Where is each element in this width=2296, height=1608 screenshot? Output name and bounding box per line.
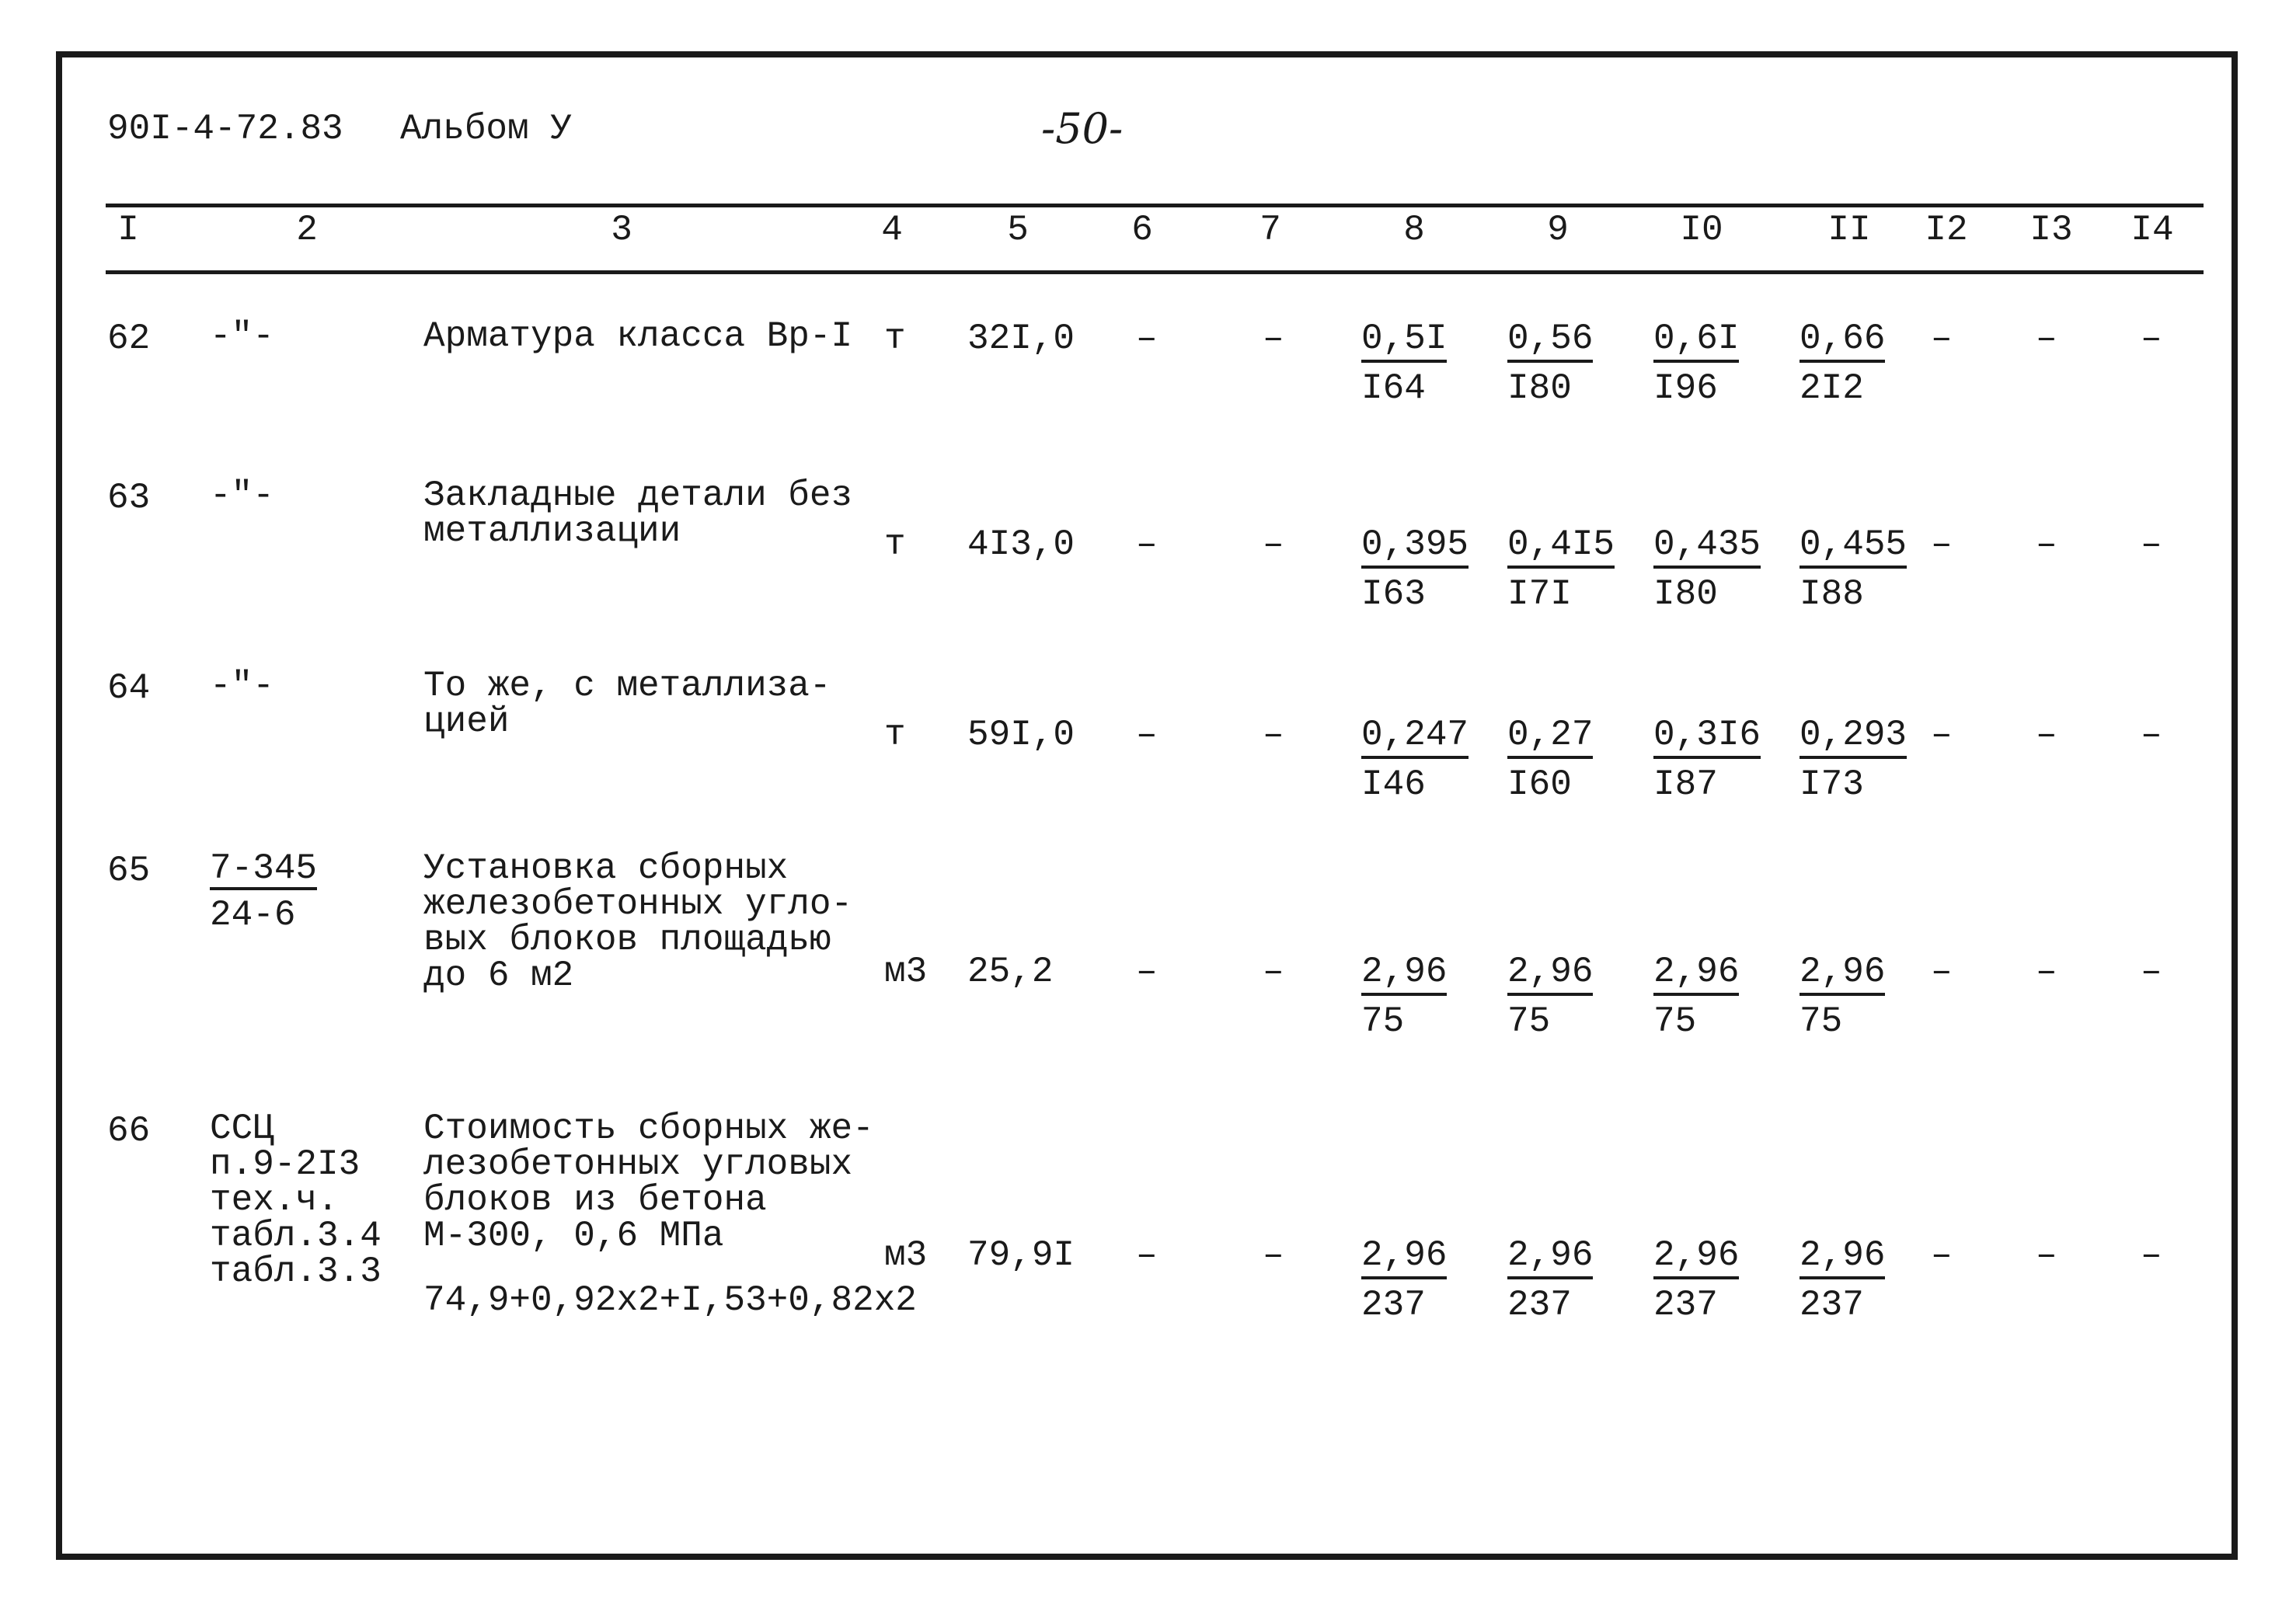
unit: м3 [884,1235,928,1276]
column-13-value: – [2036,524,2057,565]
column-13-value: – [2036,318,2057,359]
table-top-rule [106,204,2204,207]
page-frame [56,51,2238,1560]
cost-value: I96 [1653,368,1718,409]
rate-value: 2,96 [1800,952,1885,996]
column-12-value: – [1931,715,1953,755]
column-14-value: – [2141,952,2162,992]
quantity: 59I,0 [967,715,1075,755]
rate-value: 0,455 [1800,524,1907,569]
cost-value: 75 [1507,1001,1551,1042]
reference-code: -"- [210,666,274,706]
column-7-value: – [1263,952,1284,992]
rate-value: 2,96 [1800,1235,1885,1279]
cost-value: 75 [1361,1001,1405,1042]
cost-value: 2I2 [1800,368,1864,409]
column-number: I3 [2029,210,2073,250]
column-7-value: – [1263,524,1284,565]
work-description: Закладные детали без металлизации [423,475,853,552]
row-number: 63 [107,478,151,518]
column-number: 8 [1403,210,1425,250]
column-6-value: – [1136,1235,1158,1276]
column-12-value: – [1931,1235,1953,1276]
column-12-value: – [1931,318,1953,359]
rate-value: 2,96 [1361,1235,1447,1279]
column-6-value: – [1136,524,1158,565]
reference-code: -"- [210,316,274,357]
column-12-value: – [1931,952,1953,992]
work-description: То же, с металлиза- цией [423,666,831,742]
column-number: 9 [1547,210,1569,250]
rate-value: 0,247 [1361,715,1469,759]
cost-value: I64 [1361,368,1426,409]
column-13-value: – [2036,952,2057,992]
page-number: -50- [1041,104,1124,153]
column-12-value: – [1931,524,1953,565]
cost-value: I80 [1507,368,1572,409]
column-14-value: – [2141,524,2162,565]
rate-value: 0,395 [1361,524,1469,569]
reference-code: -"- [210,475,274,516]
rate-value: 2,96 [1653,952,1739,996]
column-7-value: – [1263,1235,1284,1276]
rate-value: 0,5I [1361,318,1447,363]
cost-value: I7I [1507,574,1572,614]
column-13-value: – [2036,1235,2057,1276]
column-number: I0 [1680,210,1723,250]
column-number: 2 [296,210,318,250]
column-number: 3 [611,210,632,250]
reference-code: тех.ч. [210,1180,339,1220]
cost-value: I80 [1653,574,1718,614]
cost-value: 237 [1361,1285,1426,1325]
row-number: 66 [107,1111,151,1151]
quantity: 25,2 [967,952,1054,992]
unit: т [884,318,906,359]
cost-value: I63 [1361,574,1426,614]
cost-value: 75 [1653,1001,1697,1042]
rate-value: 0,56 [1507,318,1593,363]
work-description: Арматура класса Вр-I [423,316,853,357]
quantity: 79,9I [967,1235,1075,1276]
unit: т [884,715,906,755]
rate-value: 0,435 [1653,524,1761,569]
cost-value: I60 [1507,764,1572,805]
rate-value: 0,66 [1800,318,1885,363]
work-description: Установка сборных железобетонных угло- вых блоков площадью до 6 м2 [423,848,853,996]
album-title: Альбом У [400,109,572,149]
column-number: 4 [881,210,903,250]
column-6-value: – [1136,715,1158,755]
rate-value: 0,3I6 [1653,715,1761,759]
rate-value: 2,96 [1507,1235,1593,1279]
cost-value: I87 [1653,764,1718,805]
column-7-value: – [1263,715,1284,755]
column-14-value: – [2141,318,2162,359]
document-code: 90I-4-72.83 [107,109,343,149]
cost-value: 237 [1653,1285,1718,1325]
rate-value: 0,6I [1653,318,1739,363]
quantity: 4I3,0 [967,524,1075,565]
row-number: 64 [107,668,151,708]
reference-code: ССЦ [210,1109,274,1149]
reference-code: 24-6 [210,895,296,935]
column-number: I4 [2131,210,2174,250]
cost-value: 237 [1800,1285,1864,1325]
cost-value: I46 [1361,764,1426,805]
column-number: II [1827,210,1871,250]
column-6-value: – [1136,318,1158,359]
description-formula: 74,9+0,92x2+I,53+0,82x2 [423,1280,917,1321]
rate-value: 0,293 [1800,715,1907,759]
rate-value: 2,96 [1507,952,1593,996]
column-6-value: – [1136,952,1158,992]
column-number: 6 [1131,210,1153,250]
column-number: I [117,210,139,250]
cost-value: I73 [1800,764,1864,805]
unit: м3 [884,952,928,992]
row-number: 65 [107,851,151,891]
column-number: 5 [1007,210,1029,250]
reference-code: 7-345 [210,848,318,889]
cost-value: 237 [1507,1285,1572,1325]
row-number: 62 [107,318,151,359]
rate-value: 2,96 [1653,1235,1739,1279]
rate-value: 0,4I5 [1507,524,1615,569]
column-13-value: – [2036,715,2057,755]
reference-code: п.9-2I3 [210,1144,361,1185]
unit: т [884,524,906,565]
quantity: 32I,0 [967,318,1075,359]
work-description: Стоимость сборных же- лезобетонных угловых блоков из бетона М-300, 0,6 МПа [423,1109,874,1256]
column-14-value: – [2141,1235,2162,1276]
column-number: I2 [1925,210,1968,250]
header-bottom-rule [106,270,2204,274]
cost-value: I88 [1800,574,1864,614]
reference-code: табл.3.3 [210,1251,382,1292]
rate-value: 0,27 [1507,715,1593,759]
column-14-value: – [2141,715,2162,755]
column-7-value: – [1263,318,1284,359]
column-number: 7 [1259,210,1281,250]
cost-value: 75 [1800,1001,1843,1042]
reference-code: табл.3.4 [210,1216,382,1256]
rate-value: 2,96 [1361,952,1447,996]
